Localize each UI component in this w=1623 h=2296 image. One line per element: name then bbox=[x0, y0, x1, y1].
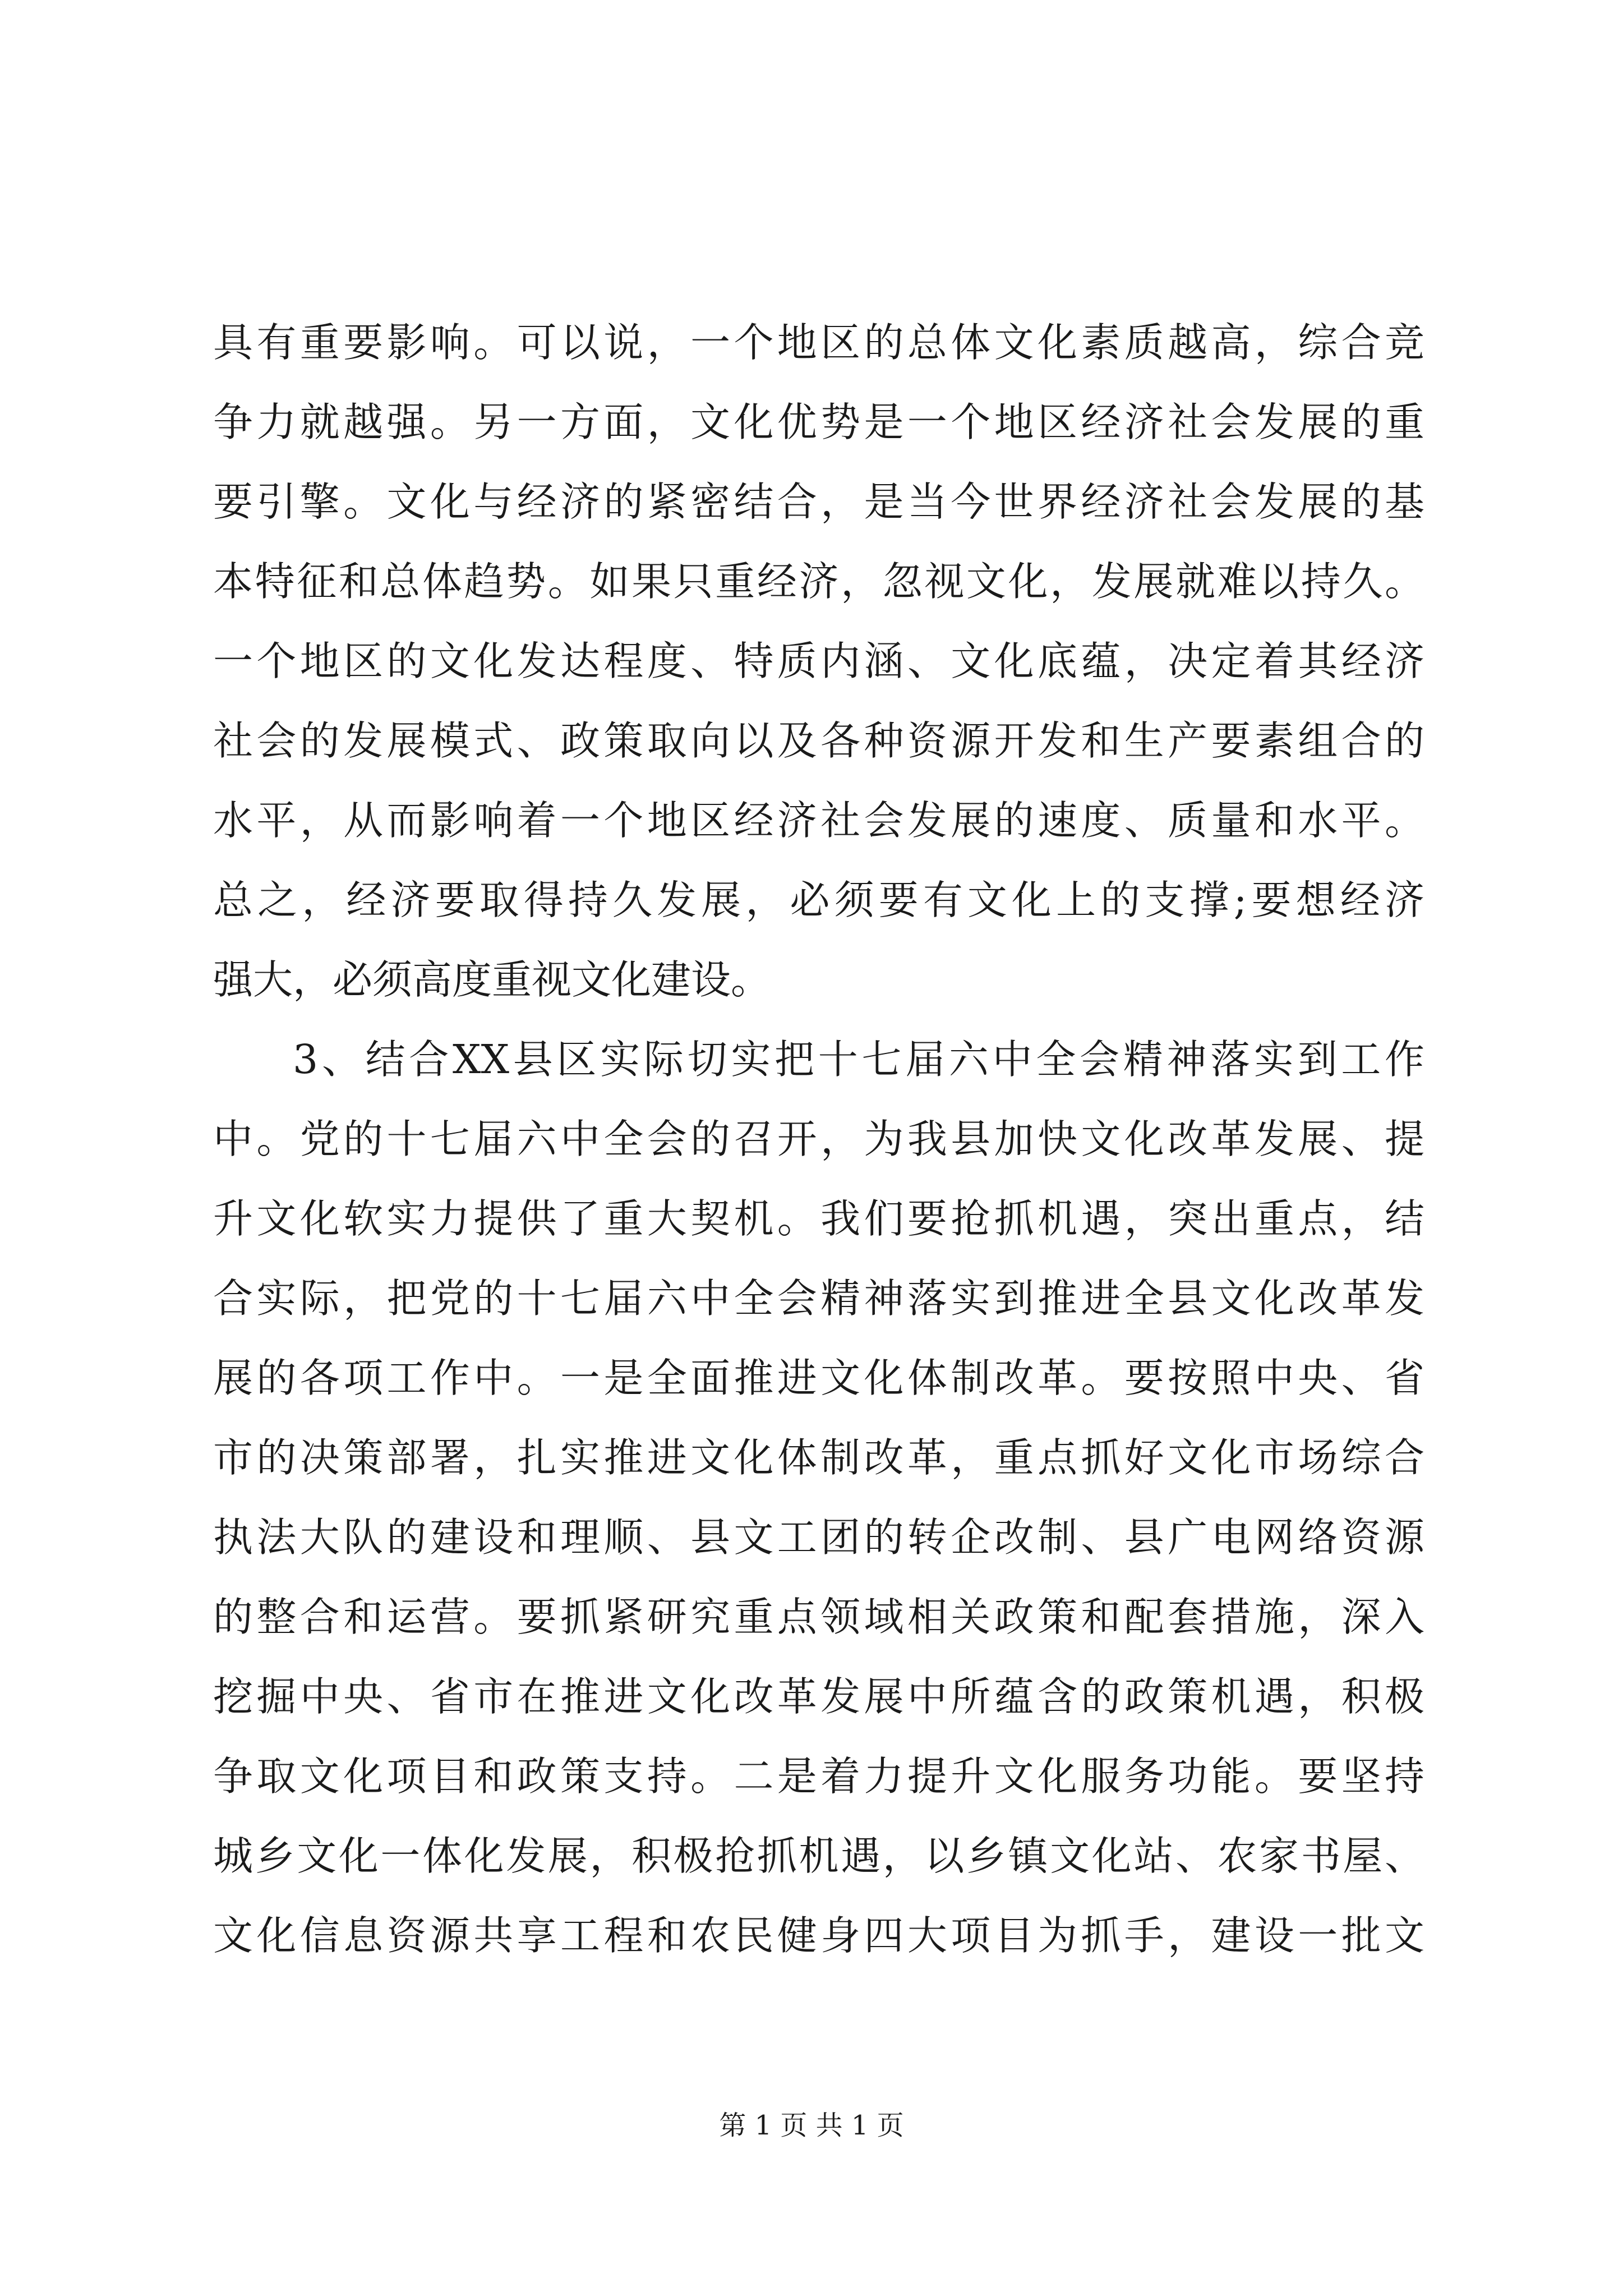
text-line: 社会的发展模式、政策取向以及各种资源开发和生产要素组合的 bbox=[213, 717, 1424, 764]
text-line: 争取文化项目和政策支持。二是着力提升文化服务功能。要坚持 bbox=[213, 1753, 1424, 1800]
text-line: 水平，从而影响着一个地区经济社会发展的速度、质量和水平。 bbox=[213, 797, 1424, 844]
text-line: 市的决策部署，扎实推进文化体制改革，重点抓好文化市场综合 bbox=[213, 1434, 1424, 1481]
text-line: 争力就越强。另一方面，文化优势是一个地区经济社会发展的重 bbox=[213, 399, 1424, 445]
text-line: 要引擎。文化与经济的紧密结合，是当今世界经济社会发展的基 bbox=[213, 478, 1424, 525]
body-text bbox=[213, 303, 1424, 1976]
text-line: 文化信息资源共享工程和农民健身四大项目为抓手，建设一批文 bbox=[213, 1912, 1424, 1959]
text-line: 挖掘中央、省市在推进文化改革发展中所蕴含的政策机遇，积极 bbox=[213, 1673, 1424, 1720]
text-line: 城乡文化一体化发展，积极抢抓机遇，以乡镇文化站、农家书屋、 bbox=[213, 1833, 1424, 1879]
text-line: 总之，经济要取得持久发展，必须要有文化上的支撑;要想经济 bbox=[213, 877, 1424, 923]
text-line: 中。党的十七届六中全会的召开，为我县加快文化改革发展、提 bbox=[213, 1116, 1424, 1162]
text-line: 3、结合XX县区实际切实把十七届六中全会精神落实到工作 bbox=[293, 1036, 1424, 1083]
page-footer: 第 1 页 共 1 页 bbox=[719, 2110, 904, 2141]
text-line: 强大，必须高度重视文化建设。 bbox=[213, 956, 771, 1003]
text-line: 升文化软实力提供了重大契机。我们要抢抓机遇，突出重点，结 bbox=[213, 1195, 1424, 1242]
text-line: 的整合和运营。要抓紧研究重点领域相关政策和配套措施，深入 bbox=[213, 1594, 1424, 1640]
text-line: 执法大队的建设和理顺、县文工团的转企改制、县广电网络资源 bbox=[213, 1514, 1424, 1561]
text-line: 一个地区的文化发达程度、特质内涵、文化底蕴，决定着其经济 bbox=[213, 638, 1424, 684]
text-line: 本特征和总体趋势。如果只重经济，忽视文化，发展就难以持久。 bbox=[213, 558, 1424, 605]
text-line: 具有重要影响。可以说，一个地区的总体文化素质越高，综合竞 bbox=[213, 319, 1424, 366]
text-line: 展的各项工作中。一是全面推进文化体制改革。要按照中央、省 bbox=[213, 1355, 1424, 1401]
text-line: 合实际，把党的十七届六中全会精神落实到推进全县文化改革发 bbox=[213, 1275, 1424, 1322]
